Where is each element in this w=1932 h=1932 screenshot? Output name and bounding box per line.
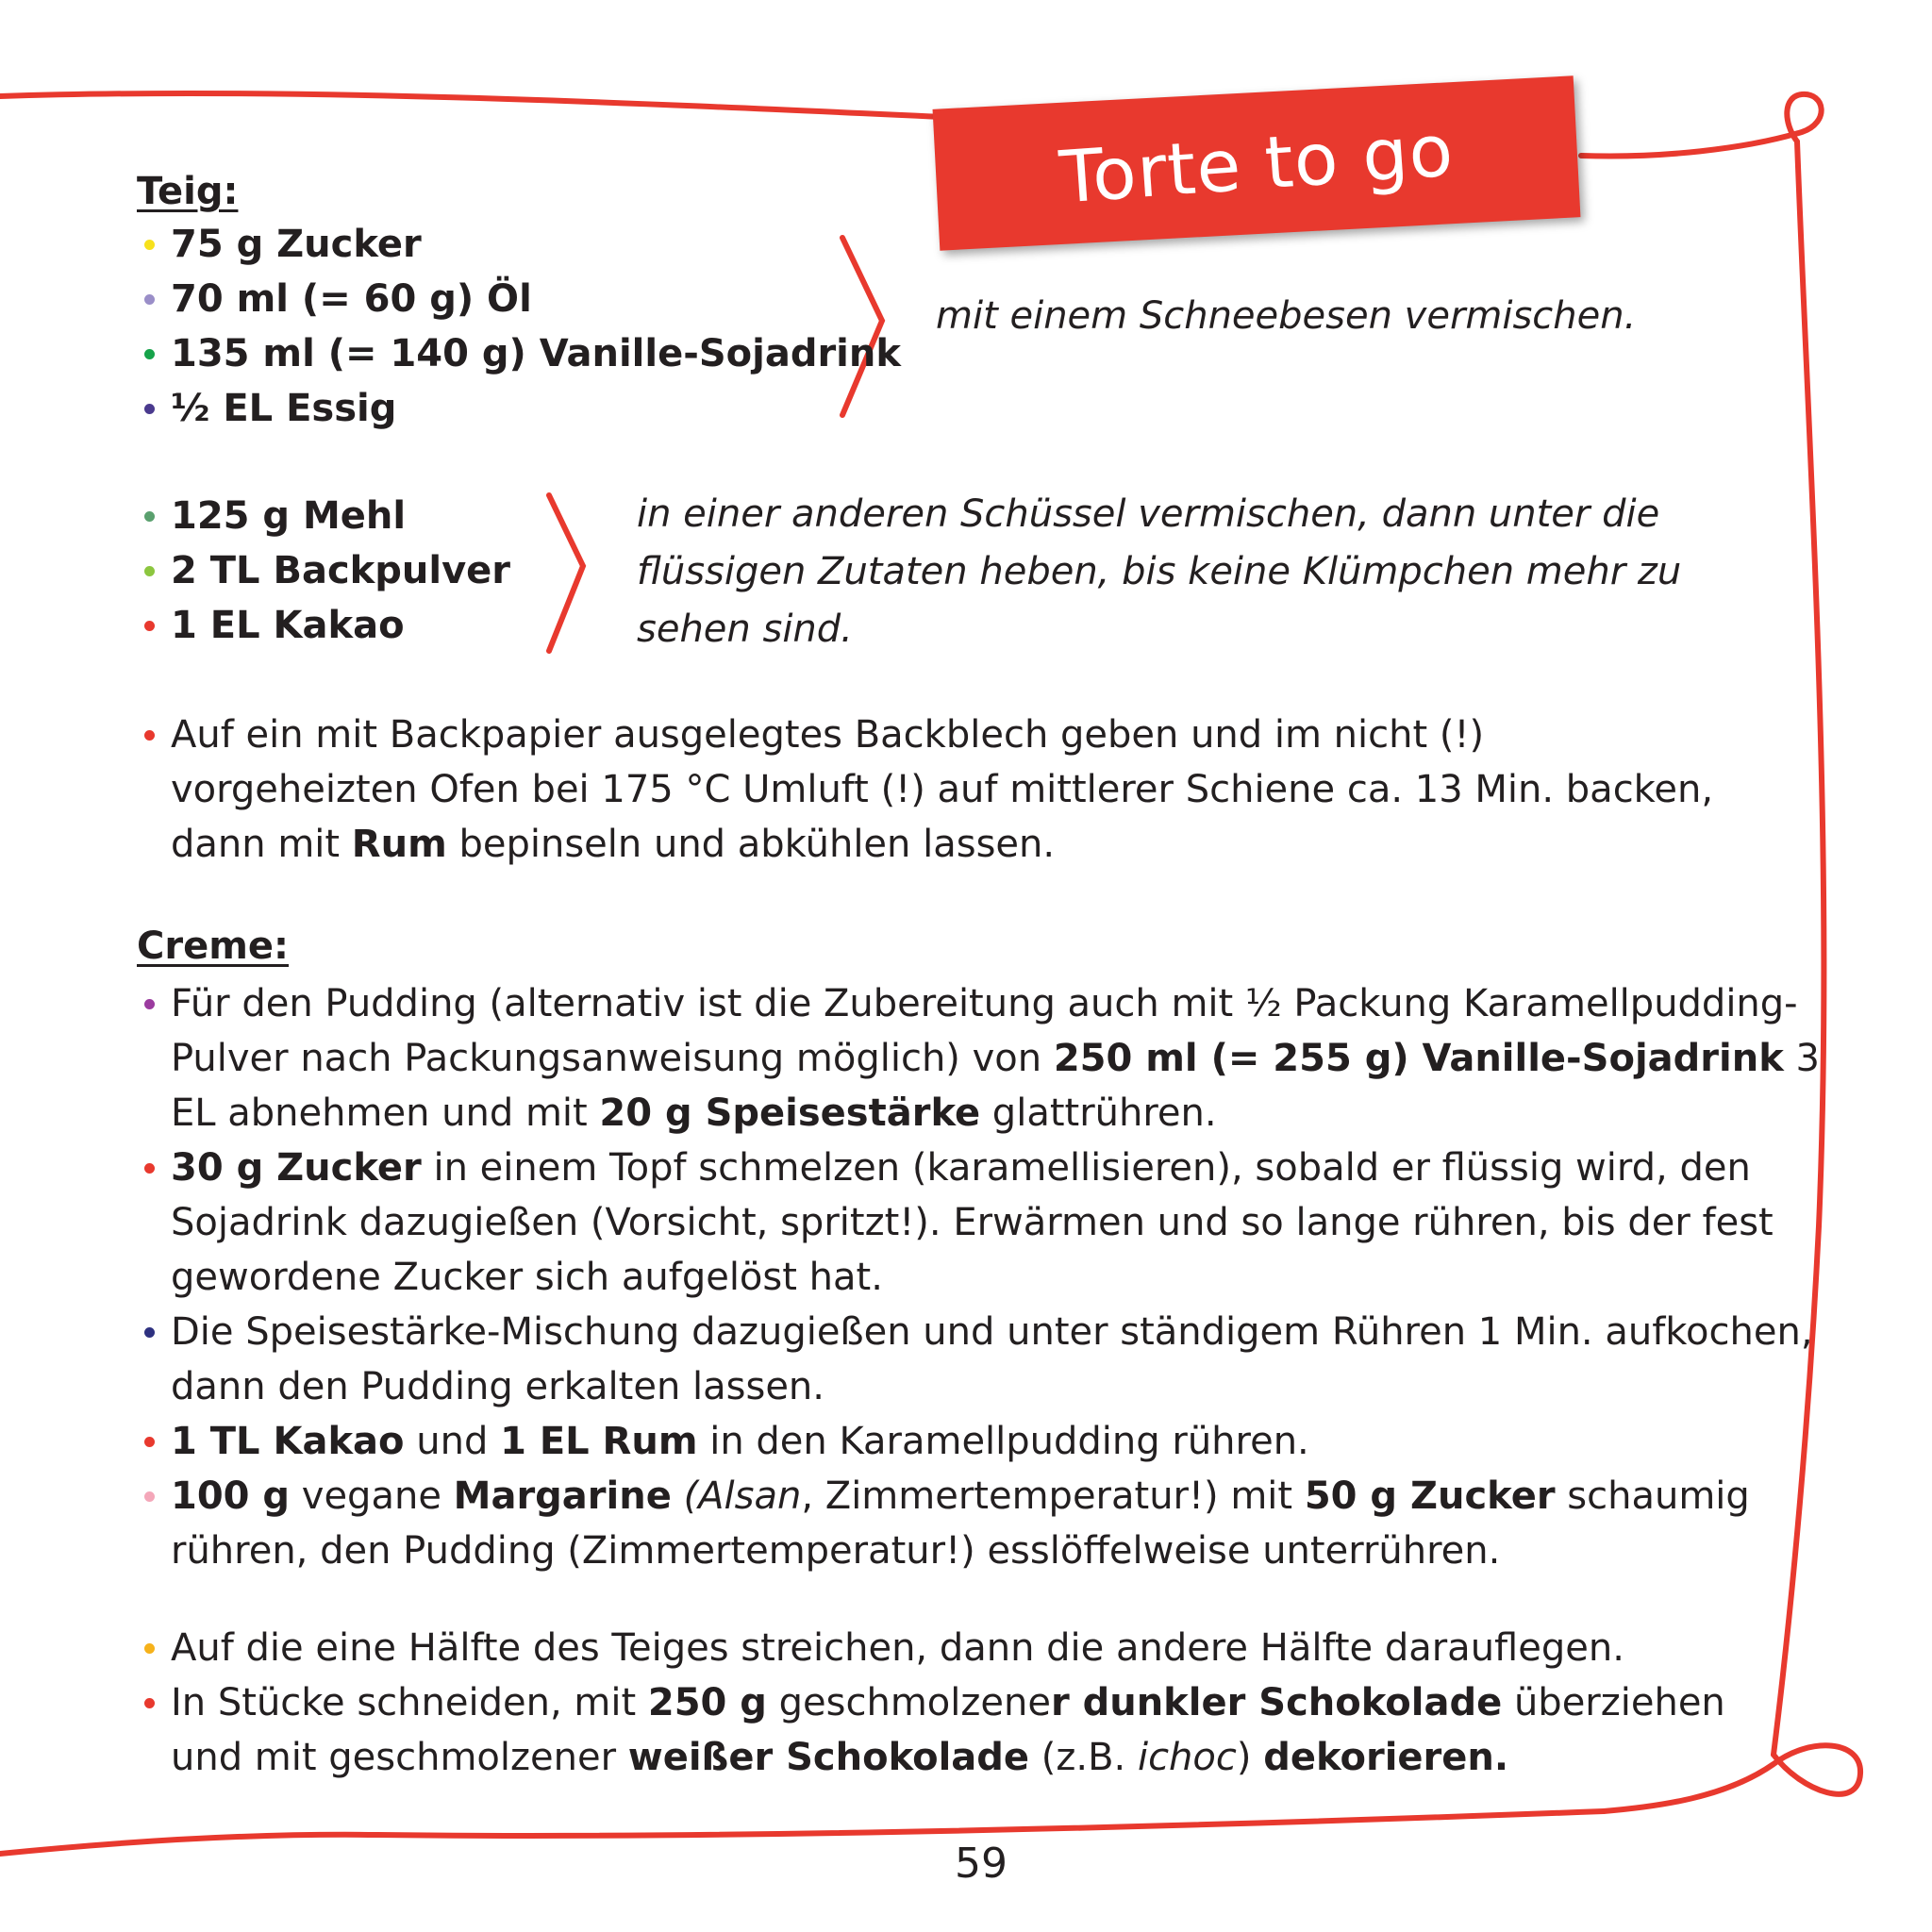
bullet-dot [144, 1163, 155, 1174]
frame-top-line [0, 93, 943, 117]
list-item: 1 EL Kakao [137, 598, 510, 653]
final-steps-list [137, 1621, 1740, 1785]
list-item: 1 TL Kakao und 1 EL Rum in den Karamellpudding rühren. [137, 1414, 1835, 1469]
list-item: 135 ml (= 140 g) Vanille-Sojadrink [137, 326, 901, 381]
bullet-dot [144, 240, 155, 250]
note-line: in einer anderen Schüssel vermischen, dann unter die [637, 492, 1660, 536]
bullet-dot [144, 1698, 155, 1708]
bullet-dot [144, 349, 155, 359]
creme-heading: Creme: [137, 924, 290, 968]
list-item: 70 ml (= 60 g) Öl [137, 272, 901, 326]
list-item: 30 g Zucker in einem Topf schmelzen (karamellisieren), sobald er flüssig wird, den Sojadrink dazugießen (Vorsicht, spritzt!). Erwärmen und so lange rühren, bis der fest gewordene Zucker sich aufgelöst hat. [137, 1141, 1835, 1305]
list-item: In Stücke schneiden, mit 250 g geschmolzener dunkler Schokolade überziehen und mit geschmolzener weißer Schokolade (z.B. ichoc) dekorieren. [137, 1675, 1740, 1785]
list-item: Auf ein mit Backpapier ausgelegtes Backblech geben und im nicht (!) vorgeheizten Ofen bei 175 °C Umluft (!) auf mittlerer Schiene ca. 13 Min. backen, dann mit Rum bepinseln und abkühlen lassen. [137, 708, 1740, 872]
note-line: flüssigen Zutaten heben, bis keine Klümpchen mehr zu [637, 550, 1682, 593]
bullet-dot [144, 730, 155, 741]
bullet-dot [144, 566, 155, 576]
teig-group2-list [137, 489, 510, 653]
bullet-dot [144, 1327, 155, 1338]
teig-group2-note [637, 486, 1681, 658]
bullet-dot [144, 1643, 155, 1654]
frame-top-right-line [1581, 94, 1822, 157]
page-number: 59 [955, 1840, 1008, 1888]
list-item: Die Speisestärke-Mischung dazugießen und unter ständigem Rühren 1 Min. aufkochen, dann den Pudding erkalten lassen. [137, 1305, 1835, 1414]
list-item: ½ EL Essig [137, 381, 901, 436]
bullet-dot [144, 1437, 155, 1447]
creme-steps-list [137, 976, 1835, 1578]
list-item: 100 g vegane Margarine (Alsan, Zimmertemperatur!) mit 50 g Zucker schaumig rühren, den Pudding (Zimmertemperatur!) esslöffelweise unterrühren. [137, 1469, 1835, 1578]
frame-bottom-line [0, 1811, 1604, 1854]
bullet-dot [144, 294, 155, 305]
list-item: Für den Pudding (alternativ ist die Zubereitung auch mit ½ Packung Karamellpudding-Pulver nach Packungsanweisung möglich) von 250 ml (= 255 g) Vanille-Sojadrink 3 EL abnehmen und mit 20 g Speisestärke glattrühren. [137, 976, 1835, 1141]
list-item: 125 g Mehl [137, 489, 510, 543]
bullet-dot [144, 1491, 155, 1502]
teig-step-list [137, 708, 1740, 872]
list-item: 2 TL Backpulver [137, 543, 510, 598]
bullet-dot [144, 404, 155, 414]
bullet-dot [144, 511, 155, 522]
list-item: Auf die eine Hälfte des Teiges streichen, dann die andere Hälfte darauflegen. [137, 1621, 1740, 1675]
brace-2 [549, 495, 583, 651]
teig-group1-list [137, 217, 901, 436]
bullet-dot [144, 999, 155, 1009]
note-line: sehen sind. [637, 608, 853, 651]
list-item: 75 g Zucker [137, 217, 901, 272]
bullet-dot [144, 621, 155, 631]
recipe-title: Torte to go [1057, 108, 1457, 219]
teig-heading: Teig: [137, 170, 239, 213]
teig-group1-note: mit einem Schneebesen vermischen. [936, 294, 1637, 338]
